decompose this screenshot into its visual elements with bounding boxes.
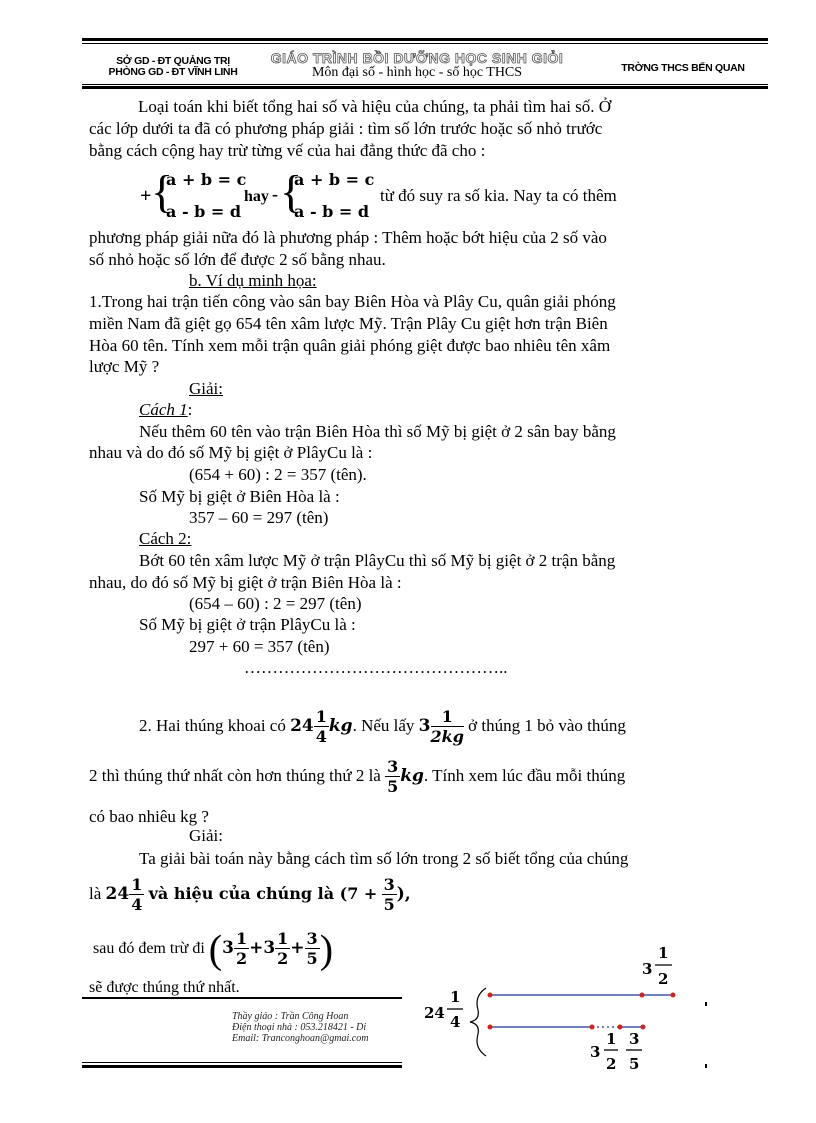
diagram-top-end-point (671, 993, 676, 998)
footer-phone: Điện thoại nhà : 053.218421 - Di (232, 1022, 367, 1033)
ex2-sol-diff-frac (382, 877, 397, 913)
intro-line-5: số nhỏ hoặc số lớn để được 2 số bằng nhau. (89, 250, 386, 269)
ex2-sol3-whole1: 3 (222, 938, 234, 958)
ex2-sol-total (105, 874, 145, 914)
system-brace-left: { (151, 166, 174, 217)
intro-line-3: bằng cách cộng hay trừ từng vế của hai đẳng thức đã cho : (89, 141, 486, 160)
intro-line-2: các lớp dưới ta đã có phương pháp giải : tìm số lớn trước hoặc số nhỏ trước (89, 119, 603, 138)
ex2-line-2 (89, 752, 625, 800)
header-left (88, 56, 258, 78)
ex2-weight-total-unit: kg (328, 716, 353, 736)
header-department: SỞ GD - ĐT QUẢNG TRỊ (116, 55, 230, 67)
system-plus-sign: + (140, 185, 152, 207)
ex1-method1-eq-1: (654 + 60) : 2 = 357 (tên). (189, 465, 367, 484)
ex2-difference (385, 756, 424, 796)
ex2-difference-unit: kg (400, 766, 424, 786)
ex2-text-2a: 2 thì thúng thứ nhất còn hơn thúng thứ 2 là (89, 766, 381, 785)
ex2-sol3-den2: 2 (277, 948, 289, 968)
diagram-top-num: 1 (658, 944, 669, 962)
footer-rule-bottom-thick (82, 1065, 402, 1068)
diagram-total-num: 1 (450, 988, 461, 1006)
ex2-sol3-num2: 1 (277, 928, 289, 948)
ex2-sol3-num3: 3 (306, 928, 318, 948)
system-tail-text: từ đó suy ra số kia. Nay ta có thêm (380, 186, 617, 205)
header-rule-top-thin (82, 43, 768, 44)
header-title: GIÁO TRÌNH BỒI DƯỠNG HỌC SINH GIỎI (270, 50, 564, 66)
diagram-total-whole: 24 (424, 1004, 445, 1022)
system-eq-a2: a + b = c (294, 170, 375, 189)
ex2-sol3-plus1: +3 (249, 938, 276, 958)
ex2-sol3-frac3 (305, 928, 320, 968)
diagram-bottom-point-a (590, 1025, 595, 1030)
ex2-sol3-plus2: + (290, 938, 305, 958)
section-heading: b. Ví dụ minh họa: (189, 271, 317, 290)
ex2-sol3-den1: 2 (235, 948, 248, 968)
system-minus-sign: - (272, 184, 278, 204)
ex2-weight-total-num: 1 (315, 706, 327, 726)
ex2-text-1c: ở thúng 1 bỏ vào thúng (468, 716, 626, 735)
system-eq-a1: a + b = c (166, 170, 247, 189)
ex2-text-2b: . Tính xem lúc đầu mỗi thúng (423, 766, 626, 785)
header-rule-bottom-thick (82, 86, 768, 89)
ex2-sol3-paren-close: ) (319, 926, 334, 972)
ex2-weight-total (290, 706, 353, 746)
ex2-weight-move-den: 2kg (430, 726, 464, 746)
diagram-bottom-point-b (618, 1025, 623, 1030)
ex2-solution-line-1: Ta giải bài toán này bằng cách tìm số lớn trong 2 số biết tổng của chúng (139, 849, 629, 868)
ex2-difference-den: 5 (387, 776, 399, 796)
ex1-method2-label: Cách 2: (139, 529, 192, 548)
ex2-weight-total-whole: 24 (290, 716, 314, 736)
ex1-method1-heading (139, 399, 192, 420)
ex1-method1-label: Cách 1 (139, 400, 188, 419)
diagram-bot-den2: 5 (629, 1055, 640, 1073)
diagram-bot-num1: 1 (606, 1030, 617, 1048)
ex2-sol-diff-num: 3 (383, 875, 395, 895)
diagram-total-den: 4 (450, 1013, 461, 1031)
system-eq-b2: a - b = d (294, 202, 370, 221)
diagram-bot-den1: 2 (606, 1055, 617, 1073)
ex2-sol3-expr (222, 928, 320, 968)
diagram-mark-top (705, 1002, 707, 1006)
ex1-method1-colon: : (187, 400, 193, 419)
diagram-top-start-point (488, 993, 493, 998)
diagram-top-whole: 3 (642, 960, 653, 978)
ex2-text-1a: 2. Hai thúng khoai có (139, 716, 286, 735)
ex2-difference-num: 3 (387, 756, 399, 776)
footer-rule-top (82, 997, 402, 999)
header-school: TRỜNG THCS BẾN QUAN (621, 62, 745, 74)
diagram-top-mid-point (640, 993, 645, 998)
header-center (262, 50, 572, 80)
ex1-method1-line-3: Số Mỹ bị giệt ở Biên Hòa là : (139, 487, 340, 506)
ex2-solution-label: Giải: (189, 826, 223, 845)
system-eq-b1: a - b = d (166, 202, 242, 221)
ex2-line-3: có bao nhiêu kg ? (89, 807, 209, 826)
ex1-method2-line-2: nhau, do đó số Mỹ bị giệt ở trận Biên Hòa là : (89, 573, 402, 592)
ex2-weight-total-den: 4 (315, 726, 327, 746)
ex2-sol3-den3: 5 (306, 948, 318, 968)
ex2-sol3-frac2 (275, 928, 290, 968)
ex2-weight-total-frac (314, 706, 329, 746)
footer-rule-bottom-thin (82, 1062, 402, 1063)
system-hay: hay (244, 188, 269, 205)
ex2-weight-move-frac (430, 706, 464, 746)
ex1-line-1: 1.Trong hai trận tiến công vào sân bay Biên Hòa và Plây Cu, quân giải phóng (89, 292, 616, 311)
header-office: PHÒNG GD - ĐT VĨNH LINH (108, 66, 238, 78)
intro-line-4: phương pháp giải nữa đó là phương pháp : Thêm hoặc bớt hiệu của 2 số vào (89, 228, 607, 247)
segment-diagram (410, 940, 740, 1080)
diagram-bot-whole: 3 (590, 1043, 601, 1061)
ex1-method2-line-3: Số Mỹ bị giệt ở trận PlâyCu là : (139, 615, 356, 634)
ex2-sol-total-frac (129, 874, 144, 914)
ex2-sol-total-num: 1 (131, 874, 143, 894)
ex2-sol3-frac1 (234, 928, 249, 968)
ex1-method1-line-2: nhau và do đó số Mỹ bị giệt ở PlâyCu là : (89, 443, 373, 462)
ex1-method2-eq-2: 297 + 60 = 357 (tên) (189, 637, 330, 656)
ex1-method1-eq-2: 357 – 60 = 297 (tên) (189, 508, 329, 527)
diagram-bottom-end-point (641, 1025, 646, 1030)
diagram-bot-num2: 3 (629, 1030, 640, 1048)
ex2-text-1b: . Nếu lấy (352, 716, 415, 735)
ex2-solution-line-2 (89, 868, 411, 920)
ex2-sol-mid: và hiệu của chúng là (7 + (148, 884, 378, 903)
ex1-method2-eq-1: (654 – 60) : 2 = 297 (tên) (189, 594, 362, 613)
ex1-line-2: miền Nam đã giệt gọ 654 tên xâm lược Mỹ. Trận Plây Cu giệt hơn trận Biên (89, 314, 608, 333)
header-rule-top-thick (82, 38, 768, 41)
ex2-weight-move-whole: 3 (418, 716, 431, 736)
ex2-sol3-paren-open: ( (208, 926, 223, 972)
ex2-sol-total-whole: 24 (105, 884, 130, 904)
header-rule-bottom-thin (82, 84, 768, 85)
ex1-line-3: Hòa 60 tên. Tính xem mỗi trận quân giải phóng giệt được bao nhiêu tên xâm (89, 336, 611, 355)
system-brace-right: { (280, 166, 303, 217)
ex2-weight-move (418, 706, 464, 746)
ex2-sol3-num1: 1 (235, 928, 248, 948)
header-subtitle: Môn đại số - hình học - số học THCS (311, 65, 523, 80)
ex1-solution-label: Giải: (189, 379, 223, 398)
ex2-sol-end: ), (396, 884, 411, 904)
footer-email: Email: Tranconghoan@gmai.com (232, 1033, 369, 1044)
diagram-brace (470, 988, 486, 1056)
ex2-sol3-text: sau đó đem trừ đi (93, 940, 205, 957)
ex2-difference-frac (385, 756, 400, 796)
ex2-sol-diff-den: 5 (383, 895, 395, 915)
ex2-sol-la: là (89, 884, 102, 903)
intro-line-1: Loại toán khi biết tổng hai số và hiệu của chúng, ta phải tìm hai số. Ở (138, 97, 612, 116)
ex1-separator-dots: ……………………………………….. (244, 658, 508, 677)
ex1-method2-line-1: Bớt 60 tên xâm lược Mỹ ở trận PlâyCu thì số Mỹ bị giệt ở 2 trận bằng (139, 551, 616, 570)
ex2-line-1 (139, 702, 626, 750)
ex1-line-4: lược Mỹ ? (89, 357, 160, 376)
ex2-solution-line-4: sẽ được thúng thứ nhất. (89, 979, 240, 996)
footer-teacher: Thầy giáo : Trần Công Hoan (232, 1011, 349, 1022)
ex2-sol-total-den: 4 (131, 894, 143, 914)
ex1-method1-line-1: Nếu thêm 60 tên vào trận Biên Hòa thì số Mỹ bị giệt ở 2 sân bay bằng (139, 422, 616, 441)
diagram-top-den: 2 (658, 970, 669, 988)
ex2-weight-move-num: 1 (431, 709, 464, 727)
ex2-solution-line-3 (93, 920, 333, 977)
diagram-mark-bottom (705, 1064, 707, 1068)
diagram-bottom-start-point (488, 1025, 493, 1030)
